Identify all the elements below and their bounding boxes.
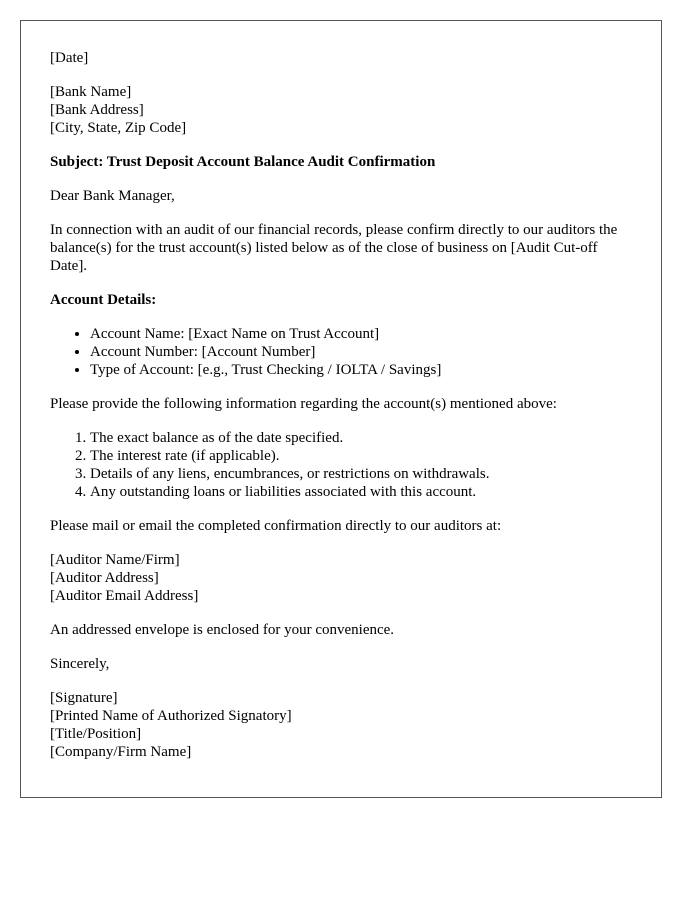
account-details-list (50, 325, 633, 379)
list-item: 4. Any outstanding loans or liabilities associated with this account. (90, 483, 633, 501)
account-details-heading: Account Details: (50, 292, 157, 308)
auditor-email: [Auditor Email Address] (50, 588, 199, 604)
request-intro: Please provide the following information regarding the account(s) mentioned above: (50, 396, 557, 412)
mail-instruction: Please mail or email the completed confirmation directly to our auditors at: (50, 518, 502, 534)
bank-address: [Bank Address] (50, 102, 144, 118)
envelope-note: An addressed envelope is enclosed for your convenience. (50, 622, 395, 638)
date: [Date] (50, 50, 89, 66)
printed-name: [Printed Name of Authorized Signatory] (50, 708, 292, 724)
signatory-title: [Title/Position] (50, 726, 142, 742)
recipient-address (50, 83, 633, 137)
closing: Sincerely, (50, 656, 110, 672)
signature-block (50, 689, 633, 761)
requests-list (50, 429, 633, 501)
letter (20, 20, 662, 798)
auditor-street-address: [Auditor Address] (50, 570, 159, 586)
signature: [Signature] (50, 690, 118, 706)
company-name: [Company/Firm Name] (50, 744, 192, 760)
list-item: 1. The exact balance as of the date specified. (90, 429, 633, 447)
intro-paragraph: In connection with an audit of our financial records, please confirm directly to our auditors the balance(s) for the trust account(s) listed below as of the close of business on [Audit Cut-off Date]. (50, 222, 618, 274)
list-item: 3. Details of any liens, encumbrances, or restrictions on withdrawals. (90, 465, 633, 483)
list-item: • Account Number: [Account Number] (90, 343, 633, 361)
list-item: • Account Name: [Exact Name on Trust Account] (90, 325, 633, 343)
list-item: 2. The interest rate (if applicable). (90, 447, 633, 465)
subject: Subject: Trust Deposit Account Balance Audit Confirmation (50, 154, 436, 170)
auditor-address (50, 551, 633, 605)
auditor-name: [Auditor Name/Firm] (50, 552, 180, 568)
list-item: • Type of Account: [e.g., Trust Checking / IOLTA / Savings] (90, 361, 633, 379)
bank-name: [Bank Name] (50, 84, 132, 100)
bank-city-state-zip: [City, State, Zip Code] (50, 120, 187, 136)
salutation: Dear Bank Manager, (50, 188, 175, 204)
